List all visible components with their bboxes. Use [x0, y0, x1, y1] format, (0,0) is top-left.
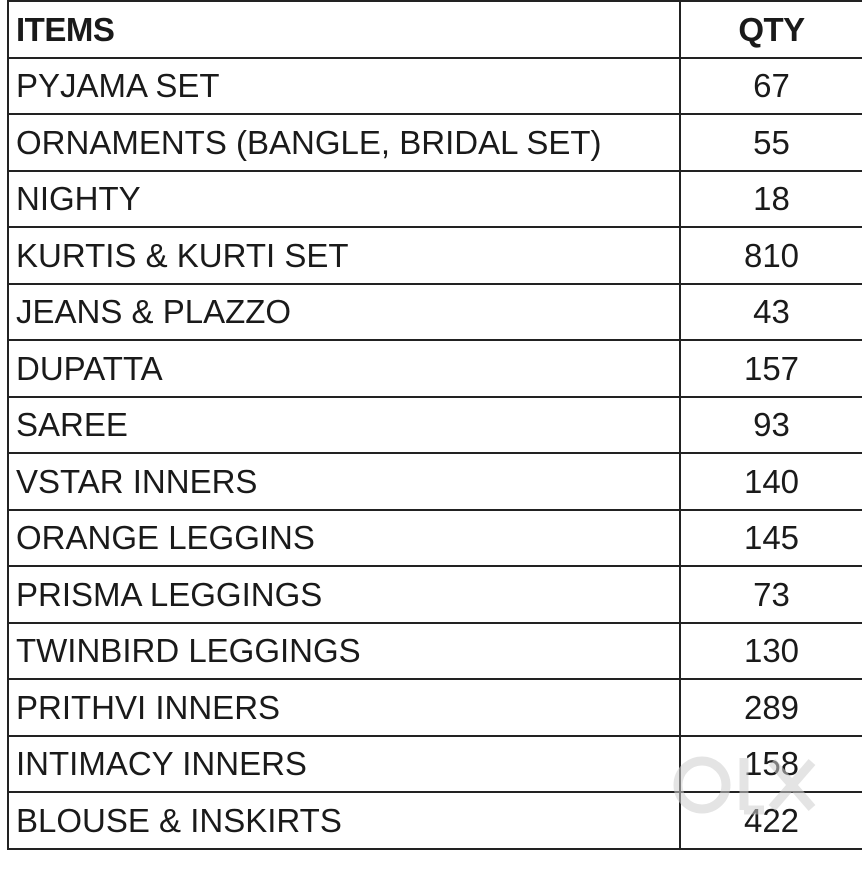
table-row — [8, 510, 862, 567]
item-name-cell: DUPATTA — [8, 340, 680, 397]
item-qty-cell: 422 — [680, 792, 862, 849]
item-qty-cell: 130 — [680, 623, 862, 680]
column-header-items: ITEMS — [8, 1, 680, 58]
item-name-cell: PRITHVI INNERS — [8, 679, 680, 736]
item-name-cell: ORNAMENTS (BANGLE, BRIDAL SET) — [8, 114, 680, 171]
item-qty-cell: 43 — [680, 284, 862, 341]
table-row — [8, 171, 862, 228]
item-name-cell: VSTAR INNERS — [8, 453, 680, 510]
item-qty-cell: 55 — [680, 114, 862, 171]
inventory-sheet — [7, 0, 862, 878]
table-row — [8, 736, 862, 793]
item-name-cell: PRISMA LEGGINGS — [8, 566, 680, 623]
table-row — [8, 397, 862, 454]
item-qty-cell: 93 — [680, 397, 862, 454]
table-row — [8, 227, 862, 284]
item-qty-cell: 140 — [680, 453, 862, 510]
item-name-cell: NIGHTY — [8, 171, 680, 228]
item-qty-cell: 67 — [680, 58, 862, 115]
table-row — [8, 58, 862, 115]
item-name-cell: INTIMACY INNERS — [8, 736, 680, 793]
table-row — [8, 114, 862, 171]
item-name-cell: JEANS & PLAZZO — [8, 284, 680, 341]
item-qty-cell: 18 — [680, 171, 862, 228]
table-row — [8, 623, 862, 680]
item-name-cell: SAREE — [8, 397, 680, 454]
table-row — [8, 340, 862, 397]
column-header-qty: QTY — [680, 1, 862, 58]
item-name-cell: ORANGE LEGGINS — [8, 510, 680, 567]
item-qty-cell: 158 — [680, 736, 862, 793]
item-name-cell: PYJAMA SET — [8, 58, 680, 115]
table-row — [8, 679, 862, 736]
items-table — [7, 0, 862, 850]
item-name-cell: BLOUSE & INSKIRTS — [8, 792, 680, 849]
table-row — [8, 792, 862, 849]
item-name-cell: TWINBIRD LEGGINGS — [8, 623, 680, 680]
item-qty-cell: 73 — [680, 566, 862, 623]
item-qty-cell: 157 — [680, 340, 862, 397]
item-qty-cell: 810 — [680, 227, 862, 284]
item-qty-cell: 145 — [680, 510, 862, 567]
table-row — [8, 453, 862, 510]
item-qty-cell: 289 — [680, 679, 862, 736]
item-name-cell: KURTIS & KURTI SET — [8, 227, 680, 284]
table-row — [8, 284, 862, 341]
table-header-row — [8, 1, 862, 58]
table-row — [8, 566, 862, 623]
